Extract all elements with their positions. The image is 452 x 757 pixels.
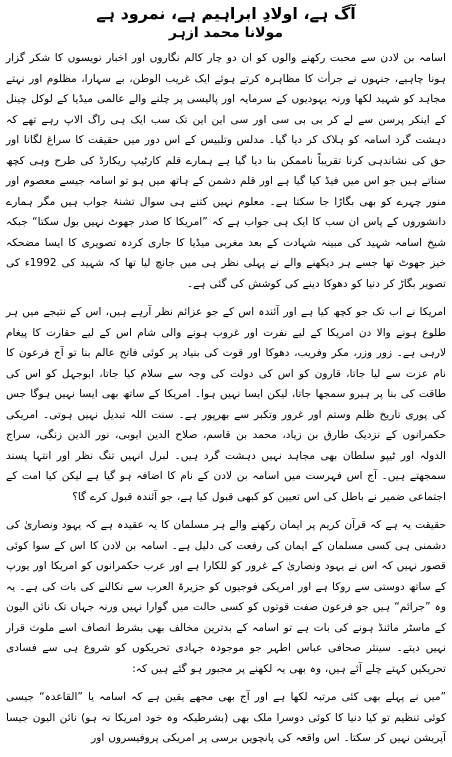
article-author: مولانا محمد ازہر bbox=[168, 25, 284, 41]
article-paragraph: ”میں نے پہلے بھی کئی مرتبہ لکھا ہے اور آج بھی مجھے یقین ہے کہ اسامہ یا ”القاعدہ“ جیسی کوئی تنظیم تو کیا دنیا کا کوئی دوسرا ملک بھی (بشرطیکہ وہ خود امریکا نہ ہو) نائن الیون جیسا آپریشن نہیں کر سکتا۔ اس واقعہ کی پانچویں برسی پر امریکی پروفیسروں اور bbox=[6, 691, 446, 744]
article-paragraph: اسامہ بن لادن سے محبت رکھنے والوں کو ان دو چار کالم نگاروں اور اخبار نویسوں کا شکر گزار ہونا چاہیے، جنہوں نے جرأت کا مظاہرہ کرتے ہوئے ایک غریب الوطن، بے سہارا، مظلوم اور نہتے مجاہد کو شہید لکھا ورنہ یہودیوں کے سرمایہ اور پالیسی پر چلنے والے عالمی میڈیا کے لوکل چینل کے اینکر پرسن سے لے کر بی بی سی اور سی این این تک سب ایک ہی راگ الاپ رہے تھے کہ دہشت گرد اسامہ کو ہلاک کر دیا گیا۔ مدلس وتلبیس کے اس دور میں حقیقت کا سراغ لگانا اور حق کی نشاندہی کرنا تقریباً ناممکن بنا دیا گیا ہے ہمارے قلم کارٹیپ ریکارڈ کی طرح وہی کچھ سناتے ہیں جو اس میں فیڈ کیا گیا ہے اور قلم دشمن کے ہاتھ میں ہو تو اسامہ جیسے معصوم اور منور چہرے کو بھی بگاڑا جا سکتا ہے۔ معلوم نہیں کتنے ہی سوال تشنۂ جواب ہیں مگر ہمارے دانشوروں کے پاس ان سب کا ایک ہی جواب ہے کہ ”امریکا کا صدر جھوٹ نہیں بول سکتا“ جبکہ شیخ اسامہ شہید کی مبینہ شہادت کے بعد مغربی میڈیا کا جاری کردہ تصویری کا ایسا مضحکہ خیز جھوٹ تھا جسے ہر دیکھنے والے نے پہلی نظر ہی میں جانچ لیا تھا کہ شہید کی 1992ء کی تصویر بگاڑ کر دنیا کو دھوکا دینے کی کوشش کی گئی ہے۔ bbox=[6, 52, 446, 290]
article-paragraph: امریکا نے اب تک جو کچھ کیا ہے اور آئندہ اس کے جو عزائم نظر آرہے ہیں، اس کے نتیجے میں ہر طلوع ہونے والا دن امریکا کے لیے نفرت اور غروب ہونے والی شام اس کے لیے حقارت کا پیغام لارہی ہے۔ زور وزر، مکر وفریب، دھوکا اور قوت کی بنیاد پر کوئی فاتح عالم بنا تو آج فرعون کا نام عزت سے لیا جاتا، قارون کو اس کی دولت کی وجہ سے سلام کیا جاتا، ابوجہل کو اس کی طاقت کی بنا پر ہیرو سمجھا جاتا، لیکن ایسا نہیں ہوا۔ امریکا کے ساتھ بھی ایسا نہیں ہوگا جس کی پوری تاریخ ظلم وستم اور غرور وتکبر سے بھرپور ہے۔ سنت اللہ تبدیل نہیں ہوتی۔ امریکی حکمرانوں کے نزدیک طارق بن زیاد، محمد بن قاسم، صلاح الدین ایوبی، نور الدین زنگی، سراج الدولہ اور ٹیپو سلطان بھی مجاہد نہیں دہشت گرد ہیں۔ لبرل انہیں تنگ نظر اور انتہا پسند سمجھتے ہیں۔ آج اس فہرست میں اسامہ بن لادن کے نام کا اضافہ ہو گیا ہے لیکن کیا امت کے اجتماعی ضمیر نے باطل کی اس تعیین کو کبھی قبول کیا ہے، جو آئندہ قبول کرے گا؟ bbox=[6, 306, 446, 503]
article-paragraph: حقیقت یہ ہے کہ قرآن کریم پر ایمان رکھنے والے ہر مسلمان کا یہ عقیدہ ہے کہ یہود ونصاریٰ کی دشمنی ہی کسی مسلمان کے ایمان کی رفعت کی دلیل ہے۔ اسامہ بن لادن کا اس کے سوا کوئی قصور نہیں کہ اس نے یہود ونصاریٰ کے غرور کو للکارا ہے اور عرب حکمرانوں کو امریکا اور یورپ کے ساتھ دوستی سے روکا ہے اور امریکی فوجیوں کو جزیرۃ العرب سے نکالنے کی بات کی ہے۔ یہ وہ ”جرائم“ ہیں جو فرعون صفت قوتوں کو کسی حالت میں گوارا نہیں ورنہ جہاں تک نائن الیون کے ماسٹر مائنڈ ہونے کی بات ہے تو اسامہ کے بدترین مخالف بھی بشرط انصاف اسے ملوث قرار نہیں دیتے۔ سینئر صحافی عباس اطہر جو موجودہ جہادی تحریکوں کو شروع ہی سے فسادی تحریکیں کہتے چلے آئے ہیں، وہ بھی یہ لکھنے پر مجبور ہو گئے ہیں کہ: bbox=[6, 519, 446, 675]
article-title: آگ ہے، اولادِ ابراہیم ہے، نمرود ہے bbox=[96, 4, 356, 23]
